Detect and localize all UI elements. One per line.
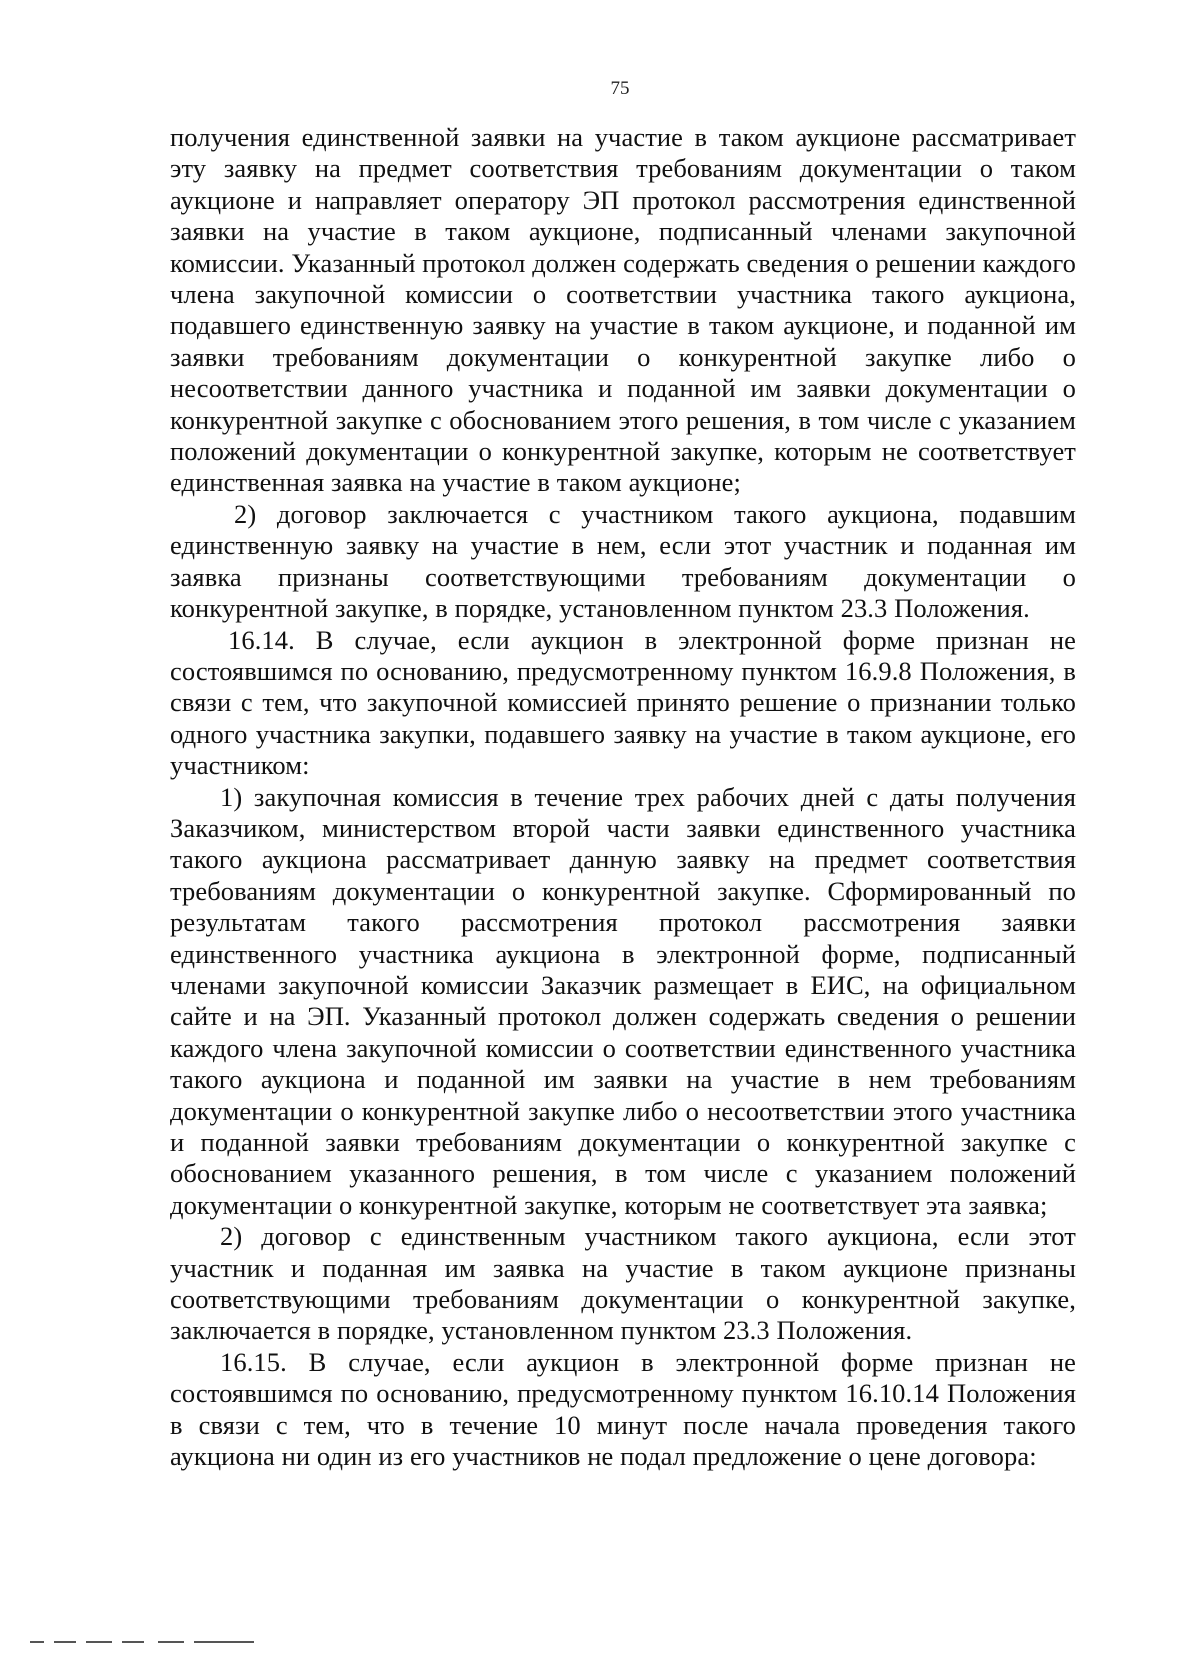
scan-edge-marks: [30, 1641, 280, 1645]
paragraph-section-16-15: 16.15. В случае, если аукцион в электронной форме признан не состоявшимся по основанию, предусмотренному пунктом 16.10.14 Положения в связи с тем, что в течение 10 минут после начала проведения такого аукциона ни один из его участников не подал предложение о цене договора:: [170, 1346, 1076, 1472]
paragraph-item-2-contract: 2) договор с единственным участником такого аукциона, если этот участник и поданная им заявка на участие в таком аукционе признаны соответствующими требованиям документации о конкурентной закупке, заключается в порядке, установленном пунктом 23.3 Положения.: [170, 1221, 1076, 1346]
paragraph-continuation: получения единственной заявки на участие в таком аукционе рассматривает эту заявку на предмет соответствия требованиям документации о таком аукционе и направляет оператору ЭП протокол рассмотрения единственной заявки на участие в таком аукционе, подписанный членами закупочной комиссии. Указанный протокол должен содержать сведения о решении каждого члена закупочной комиссии о соответствии участника такого аукциона, подавшего единственную заявку на участие в таком аукционе, и поданной им заявки требованиям документации о конкурентной закупке либо о несоответствии данного участника и поданной им заявки документации о конкурентной закупке с обоснованием этого решения, в том числе с указанием положений документации о конкурентной закупке, которым не соответствует единственная заявка на участие в таком аукционе;: [170, 122, 1076, 498]
page-number: 75: [610, 78, 630, 99]
paragraph-section-16-14: 16.14. В случае, если аукцион в электронной форме признан не состоявшимся по основанию, предусмотренному пунктом 16.9.8 Положения, в связи с тем, что закупочной комиссией принято решение о признании только одного участника закупки, подавшего заявку на участие в таком аукционе, его участником:: [170, 624, 1076, 781]
document-body: [170, 122, 1076, 1472]
paragraph-item-1-commission: 1) закупочная комиссия в течение трех рабочих дней с даты получения Заказчиком, министерством второй части заявки единственного участника такого аукциона рассматривает данную заявку на предмет соответствия требованиям документации о конкурентной закупке. Сформированный по результатам такого рассмотрения протокол рассмотрения заявки единственного участника аукциона в электронной форме, подписанный членами закупочной комиссии Заказчик размещает в ЕИС, на официальном сайте и на ЭП. Указанный протокол должен содержать сведения о решении каждого члена закупочной комиссии о соответствии единственного участника такого аукциона и поданной им заявки на участие в нем требованиям документации о конкурентной закупке либо о несоответствии этого участника и поданной заявки требованиям документации о конкурентной закупке с обоснованием указанного решения, в том числе с указанием положений документации о конкурентной закупке, которым не соответствует эта заявка;: [170, 781, 1076, 1220]
paragraph-item-2-sole-bid: 2) договор заключается с участником такого аукциона, подавшим единственную заявку на участие в нем, если этот участник и поданная им заявка признаны соответствующими требованиям документации о конкурентной закупке, в порядке, установленном пунктом 23.3 Положения.: [170, 498, 1076, 624]
